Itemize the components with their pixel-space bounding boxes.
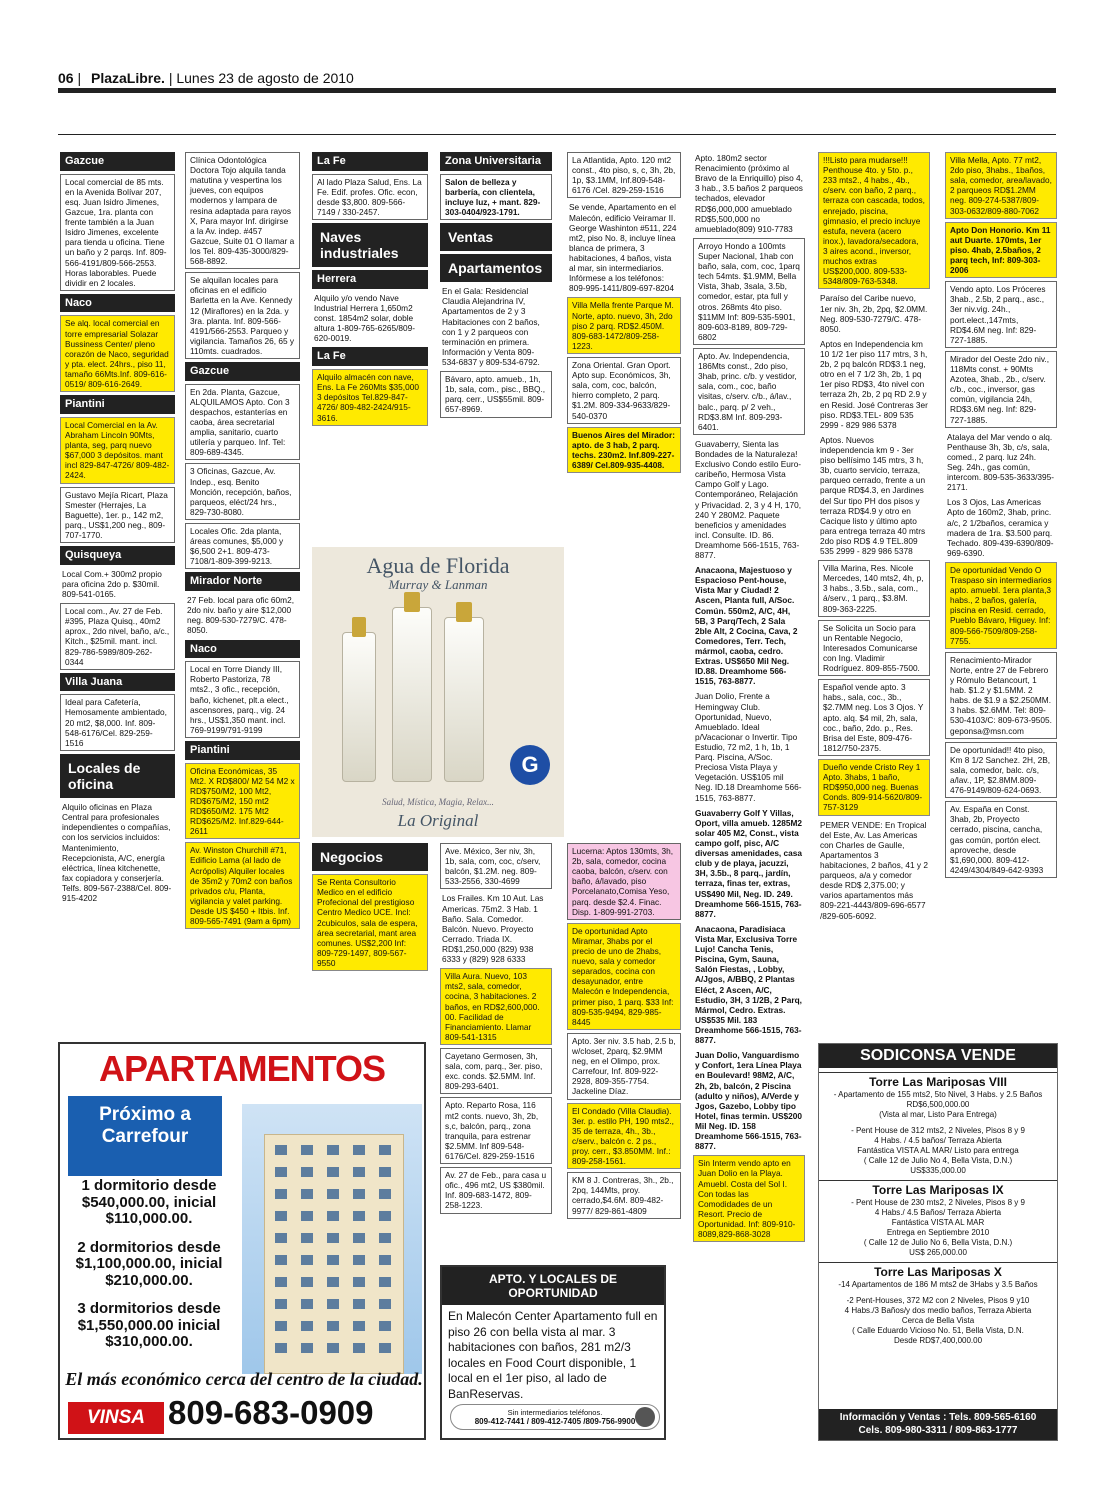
header-separator: |: [168, 70, 177, 86]
listing-line: -14 Apartamentos de 186 M mts2 de 3Habs y 3.5 Baños: [838, 1280, 1038, 1289]
section-heading: Ventas: [440, 223, 552, 251]
building-window: [275, 1299, 287, 1309]
footer-line: Cels. 809-980-3311 / 809-863-1777: [858, 1424, 1018, 1436]
classified-ad: Clínica Odontológica Doctora Tojo alquila tanda matutina y vespertina los jueves, con equipos modernos y lampara de resina adaptada para rayos X, Para mayor Inf. dirigirse a la Av. indep. #457 Gazcue, Suite 01 O llamar a los Tel. 809-435-3000/829-568-8892.: [185, 152, 300, 269]
classified-ad: Apto. 3er niv. 3.5 hab, 2.5 b, w/closet, 2parq, $2.9MM neg, en el Olimpo, prox. Carrefour, Inf. 809-922-2928, 809-355-7754. Jackeline Díaz.: [567, 1033, 681, 1100]
listing-line: Fantástica VISTA AL MAR: [891, 1218, 985, 1227]
classified-ad: Oficina Económicas, 35 Mt2. X RD$800/ M2 54 M2 x RD$750/M2, 100 Mt2, RD$675/M2, 150 mt2 RD$650/M2. 175 Mt2 RD$625/M2. Inf.829-644-2611: [185, 763, 300, 840]
perfume-brand: Agua de Florida: [366, 553, 510, 578]
classified-ad: 27 Feb. local para ofic 60m2, 2do niv. baño y aire $12,000 neg. 809-530-7279/C. 478-8050.: [187, 595, 294, 636]
header-rule: [58, 88, 1056, 93]
brand-logo-icon: G: [510, 745, 550, 785]
building-window: [301, 1211, 313, 1221]
classified-ad: Dueño vende Cristo Rey 1 Apto. 3habs, 1 baño, RD$950,000 neg. Buenas Conds. 809-914-5620/809-757-3129: [818, 759, 930, 816]
section-heading: La Fe: [312, 347, 428, 366]
classified-ad: Buenos Aires del Mirador: apto. de 3 hab, 2 parq. techs. 230m2. Inf.809-227-6389/ Cel.809-935-4408.: [567, 427, 681, 473]
column-5: [567, 152, 681, 476]
listing-line: US$335,000.00: [910, 1166, 966, 1175]
ad-slogan: El más económico cerca del centro de la ciudad.: [65, 1369, 423, 1389]
perfume-slogan: La Original: [397, 811, 479, 830]
page-number: 06: [58, 70, 74, 86]
building-window: [379, 1189, 391, 1199]
classified-ad: Se alq. local comercial en torre empresarial Solazar Bussiness Center/ pleno corazón de Naco, seguridad y pta. elect. 24hrs., piso 11, tamaño 66Mts.Inf. 809-616-0519/ 809-616-2649.: [60, 315, 175, 392]
building-window: [379, 1255, 391, 1265]
column-7: [818, 152, 930, 925]
classified-ad: Av. España en Const. 3hab, 2b, Proyecto cerrado, piscina, cancha, gas común, portón elect. aproveche, desde $1,690,000. 809-412-4249/4304/849-642-9393: [945, 801, 1057, 878]
section-heading: Negocios: [312, 843, 428, 871]
classified-ad: Se vende, Apartamento en el Malecón, edificio Veiramar II. George Washinton #511, 224 mt2, piso No. 8, incluye línea blanca de primera, 3 habitaciones, 4 baños, vista al mar, sin intermediarios. Infórmese a los teléfonos: 809-995-1411/809-697-8204: [569, 202, 677, 294]
building-photo: [242, 1104, 422, 1374]
classified-ad: Alquilo oficinas en Plaza Central para profesionales independientes o compañías, con los servicios incluidos: Mantenimiento, Recepcionista, A/C, energía eléctrica, línea kitchenette, fax copiadora y conserjería. Telfs. 809-567-2388/Cel. 809-915-4202: [62, 802, 172, 904]
building-window: [379, 1321, 391, 1331]
classified-ad: Villa Aura. Nuevo, 103 mts2, sala, comedor, cocina, 3 habitaciones. 2 baños, en RD$2,600,000. 00. Facilidad de Financiamiento. Llamar 809-541-1315: [440, 968, 552, 1045]
listing-line: 4 Habs. / 4.5 baños/ Terraza Abierta: [874, 1136, 1002, 1145]
listing-line: - Pent House de 312 mts2, 2 Niveles, Pisos 8 y 9: [851, 1126, 1025, 1135]
building-window: [327, 1233, 339, 1243]
section-heading: Naco: [185, 640, 300, 659]
building-window: [353, 1233, 365, 1243]
ad-body: En Malecón Center Apartamento full en piso 26 con bella vista al mar. 3 habitaciones con baños, 281 m2/3 locales en Food Court disponible, 1 local en el 1er piso, al lado de BanReservas.: [448, 1309, 658, 1401]
building-window: [327, 1189, 339, 1199]
building-window: [301, 1321, 313, 1331]
ad-title: APTO. Y LOCALES DE OPORTUNIDAD: [442, 1267, 664, 1305]
classified-ad: Alquilo y/o vendo Nave Industrial Herrera 1,650m2 const. 1854m2 solar, doble altura 1-809-765-6265/809-620-0019.: [314, 292, 416, 344]
building-window: [327, 1255, 339, 1265]
building-window: [379, 1343, 391, 1353]
section-heading: Piantini: [60, 395, 175, 414]
classified-ad: Lucerna: Aptos 130mts, 3h, 2b, sala, comedor, cocina caoba, balcón, c/serv. con baño, á/lavado, piso Porcelanato,Comisa Yeso, parq. desde $2.4. Finac. Disp. 1-809-991-2703.: [567, 843, 681, 920]
opportunity-ad: [440, 1265, 666, 1440]
listing-line: -2 Pent-Houses, 372 M2 con 2 Niveles, Pisos 9 y10: [846, 1296, 1030, 1305]
building-window: [301, 1343, 313, 1353]
perfume-tagline: Salud, Mística, Magia, Relax...: [382, 797, 494, 807]
classified-ad: Villa Mella, Apto. 77 mt2, 2do piso, 3habs., 1baños, sala, comedor, area/lavado, 2 parqueos RD$1.2MM neg. 809-274-5387/809-303-0632/809-880-7062: [945, 152, 1057, 219]
classified-ad: PEMER VENDE: En Tropical del Este, Av. Las Americas con Charles de Gaulle, Apartamentos 3 habitaciones, 2 baños, 41 y 2 parqueos, a/a y comedor desde RD$ 2,375.00; y varios apartamentos más 809-221-4443/809-696-6577 /829-605-6092.: [820, 819, 928, 921]
classified-ad: Mirador del Oeste 2do niv., 118Mts const. + 90Mts Azotea, 3hab., 2b., c/serv. c/b., coc., inversor, gas común, vigilancia 24h, RD$3.6M neg. Inf: 829-727-1885.: [945, 351, 1057, 428]
tower-title: Torre Las Mariposas IX: [819, 1180, 1057, 1198]
location-banner: Próximo a Carrefour: [68, 1096, 222, 1176]
column-1: [60, 152, 175, 907]
header-separator: |: [77, 70, 85, 86]
classified-ad: Local Com.+ 300m2 propio para oficina 2do p. $30mil. 809-541-0165.: [62, 568, 162, 599]
classified-ad: Apto. Reparto Rosa, 116 mt2 conts. nuevo, 3h, 2b, s,c, balcón, parq., zona tranquila, para estrenar $2.5MM. Inf 809-548-6176/Cel. 829-259-1516: [440, 1097, 552, 1164]
listing-line: RD$6,500,000.00: [906, 1100, 970, 1109]
building-window: [353, 1277, 365, 1287]
price-list: [64, 1178, 234, 1363]
listing-line: - Pent House de 230 mts2, 2 Niveles, Pisos 8 y 9: [851, 1198, 1025, 1207]
classified-ad: Local comercial de 85 mts. en la Avenida Bolívar 207, esq. Juan Isidro Jimenes, Gazcue, 1ra. planta con frente también a la Juan Isidro Jimenes, excelente para tienda u oficina. Tiene un baño y 2 parqs. Inf. 809-566-4191/809-566-2553. Horas laborables. Puede dividir en 2 locales.: [60, 174, 175, 291]
listing-line: ( Calle 12 de Julio No 4, Bella Vista, D.N.): [863, 1156, 1013, 1165]
section-heading: Apartamentos: [440, 254, 552, 282]
building-window: [327, 1211, 339, 1221]
classified-ad: Juan Dolio, Vanguardismo y Confort, 1era Línea Playa en Boulevard! 98M2, A/C, 2h, 2b, balcón, 2 Piscina (adulto y niños), A/Verde y Jgos, Gazebo, Lobby tipo Hotel, finas termin. US$200 Mil Neg. ID. 158 Dreamhome 566-1515, 763-8877.: [695, 1050, 802, 1152]
header-thin-rule: [58, 134, 1056, 135]
listing-line: Cerca de Bella Vista: [901, 1316, 975, 1325]
classified-ad: Se alquilan locales para oficinas en el edificio Barletta en la Ave. Kennedy 12 (Miraflores) en la 2da. y 3ra. planta. Inf. 809-566-4191/566-2553. Parqueo y vigilancia. Tamaños 26, 65 y 110mts. cuadrados.: [185, 272, 300, 359]
classified-ad: De oportunidad!! 4to piso, Km 8 1/2 Sanchez. 2H, 2B, sala, comedor, balc. c/s, a/lav., 1P, $2.8MM.809-476-9149/809-624-0693.: [945, 742, 1057, 799]
listing-line: US$ 265,000.00: [909, 1248, 967, 1257]
classified-ad: Local com., Av. 27 de Feb. #395, Plaza Quisq., 40m2 aprox., 2do nivel, baño, a/c., Kitch., $25mil. mant. incl. 829-786-5989/809-262-0344: [60, 603, 175, 670]
building-window: [353, 1145, 365, 1155]
building-window: [379, 1167, 391, 1177]
listing-line: ( Calle Eduardo Vicioso No. 51, Bella Vista, D.N.: [852, 1326, 1024, 1335]
listing-line: ( Calle 12 de Julio No 6, Bella Vista, D.N.): [863, 1238, 1013, 1247]
classified-ad: Apto. Av. Independencia, 186Mts const., 2do piso, 3hab, princ. c/b. y vestidor, sala, com., coc, baño visitas, c/serv. c/b., á/lav., balc., parq. p/ 2 veh., RD$3.8M Inf. 809-293-6401.: [693, 348, 805, 435]
classified-ad: Ave. México, 3er niv, 3h, 1b, sala, com, coc, c/serv, balcón, $1.2M. neg. 809-533-2556, 330-4699: [440, 843, 552, 889]
classified-ad: Zona Oriental. Gran Oport. Apto sup. Económicos, 3h, sala, com, coc, balcón, hierro completo, 2 parq. $1.2M. 809-334-9633/829-540-0370: [567, 357, 681, 424]
classified-ad: Guavaberry Golf Y Villas, Oport, villa amueb. 1285M2 solar 405 M2, Const., vista campo golf, pisc, A/C diversas amenidades, casa club y de playa, jacuzzi, 3H, 3.5b., 8 parq., jardín, terraza, finas ter, extras, US$490 Mil, Neg. ID. 249. Dreamhome 566-1515, 763-8877.: [695, 807, 803, 919]
contact-bar: [450, 1404, 660, 1430]
building-window: [275, 1343, 287, 1353]
classified-ad: Anacaona, Majestuoso y Espacioso Pent-house, Vista Mar y Ciudad! 2 Ascen, Planta full, A/Soc. Común. 550m2, A/C, 4H, 5B, 3 Parq/Tech, 2 Sala 2ble Alt, 2 Cocina, Cava, 2 Comedores, Terr. Tech, mármol, caoba, cedro. Extras. US$650 Mil Neg. ID.88. Dreamhome 566-1515, 763-8877.: [695, 565, 798, 687]
column-5-bottom: [567, 843, 681, 1222]
building-window: [301, 1145, 313, 1155]
magnifier-icon: [635, 1407, 655, 1427]
page-header: [58, 70, 1058, 86]
perfume-ad: [312, 547, 564, 837]
building-window: [275, 1321, 287, 1331]
building-window: [379, 1299, 391, 1309]
classified-ad: Sin Interm vendo apto en Juan Dolio en la Playa. Amuebl. Costa del Sol I. Con todas las Comodidades de un Resort. Precio de Oportunidad. Inf: 809-910-8089,829-868-3028: [693, 1155, 805, 1242]
listing-line: Entrega en Septiembre 2010: [886, 1228, 990, 1237]
column-6: [693, 152, 805, 1245]
column-4-bottom: [440, 843, 552, 1217]
classified-ad: Cayetano Germosen, 3h, sala, com, parq., 3er. piso, exc. conds. $2.5MM. Inf. 809-293-6401.: [440, 1048, 552, 1094]
classified-ad: Atalaya del Mar vendo o alq. Penthause 3h, 3b, c/s, sala, comed., 2 parq. luz 24h. Seg. 24h., gas común, intercom. 809-535-3633/395-2171.: [947, 431, 1055, 493]
building-window: [327, 1343, 339, 1353]
building-window: [353, 1343, 365, 1353]
building-window: [275, 1255, 287, 1265]
classified-ad: Villa Marina, Res. Nicole Mercedes, 140 mts2, 4h, p, 3 habs., 3.5b., sala, com., á/serv., 1 parq., $3.8M. 809-363-2225.: [818, 560, 930, 617]
listing-line: - Apartamento de 155 mts2, 5to Nivel, 3 Habs. y 2.5 Baños: [833, 1090, 1043, 1099]
tower-title: Torre Las Mariposas VIII: [819, 1072, 1057, 1090]
footer-line: Información y Ventas : Tels. 809-565-6160: [839, 1412, 1037, 1423]
listing-line: 4 Habs./3 Baños/y dos medio baños, Terraza Abierta: [844, 1306, 1032, 1315]
classified-ad: Locales Ofic. 2da planta, áreas comunes, $5,000 y $6,500 2+1. 809-473-7108/1-809-399-9213.: [185, 523, 300, 569]
column-3-top: [312, 152, 428, 429]
section-heading: La Fe: [312, 152, 428, 171]
section-heading: Zona Universitaria: [440, 152, 552, 171]
building-window: [353, 1321, 365, 1331]
bottle-cap: [456, 602, 472, 622]
building-window: [275, 1145, 287, 1155]
classified-ad: Av. 27 de Feb., para casa u ofic., 496 mt2, US $380mil. Inf. 809-683-1472, 809-258-1223.: [440, 1167, 552, 1213]
phone-number: 809-683-0909: [168, 1394, 374, 1431]
bottle-image: [444, 617, 484, 782]
classified-ad: La Atlantida, Apto. 120 mt2 const., 4to piso, s, c, 3h, 2b, 1p, $3.1MM, Inf.809-548-6176 /Cel. 829-259-1516: [567, 152, 681, 198]
building-window: [327, 1145, 339, 1155]
classified-ad: Local en Torre Diandy III, Roberto Pastoriza, 78 mts2., 3 ofic., recepción, baño, kichenet, plt.a elect., ascensores, parq., vig. 24 hrs., US$1,350 mant. incl. 769-9199/791-9199: [185, 661, 300, 738]
listing-line: (Vista al mar, Listo Para Entrega): [879, 1110, 997, 1119]
section-heading: Mirador Norte: [185, 572, 300, 591]
building-window: [379, 1211, 391, 1221]
classified-ad: Al lado Plaza Salud, Ens. La Fe. Edif. profes. Ofic. econ, desde $3,800. 809-566-7149 / 330-2457.: [312, 174, 428, 220]
classified-ad: !!!Listo para mudarse!!! Penthouse 4to. y 5to. p., 233 mts2., 4 habs., 4b., c/serv. con baño, 2 parq., terraza con cascada, todos, enrejado, piscina, gimnasio, el precio incluye estufa, nevera (acero inox.), lavadora/secadora, 3 aires acond., inversor, muchos extras US$200,000. 809-533-5348/809-763-5348.: [818, 152, 930, 289]
section-heading: Piantini: [185, 741, 300, 760]
building-window: [327, 1321, 339, 1331]
section-heading: Herrera: [312, 270, 428, 289]
building-window: [301, 1299, 313, 1309]
classified-ad: De oportunidad Apto Miramar, 3habs por el precio de uno de 2habs, nuevo, sala y comedor separados, cocina con desayunador, entre Malecón e Independencia, primer piso, 1 parq. $33 Inf: 809-535-9494, 829-985-8445: [567, 923, 681, 1030]
classified-ad: Aptos en Independencia km 10 1/2 1er piso 117 mtrs, 3 h, 2b, 2 pq balcón RD$3.1 neg, otro en el 7 1/2 3h, 2b, 1 pq 1er piso RD$3, 4to nivel con terraza 2h, 2b, 2 pq RD 2.9 y en Resid. José Contreras 3er piso. RD$3.TEL- 809 535 2999 - 829 986 5378: [820, 338, 928, 430]
classified-ad: Apto Don Honorio. Km 11 aut Duarte. 170mts, 1er piso. 4hab, 2.5baños, 2 parq tech, Inf: 809-303-2006: [945, 222, 1057, 279]
building-window: [327, 1277, 339, 1287]
classified-ad: Anacaona, Paradisiaca Vista Mar, Exclusiva Torre Lujo! Cancha Tenis, Piscina, Gym, Sauna, Salón Fiestas, , Lobby, A/Jgos, A/BBQ, 2 Plantas Eléct, 2 Ascen, A/C, Estudio, 3H, 3 1/2B, 2 Parq, Mármol, Cedro. Extras. US$535 Mil. 183 Dreamhome 566-1515, 763-8877.: [695, 923, 802, 1046]
listing-line: Fantástica VISTA AL MAR/ Listo para entrega: [857, 1146, 1019, 1155]
classified-ad: Arroyo Hondo a 100mts Super Nacional, 1hab con baño, sala, com, coc, 1parq tech 54mts. $1.9MM, Bella Vista, 3hab, 3sala, 3.5b, comedor, estar, pta full y otros. 268mts 4to piso. $11MM Inf: 809-535-5901, 809-603-8189, 809-729-6802: [693, 238, 805, 345]
classified-ad: En 2da. Planta, Gazcue, ALQUILAMOS Apto. Con 3 despachos, estanterías en caoba, área secretarial amplia, sanitario, cuarto utilería y parqueo. Inf. Tel: 809-689-4345.: [185, 384, 300, 461]
classified-ad: Apto. 180m2 sector Renacimiento (próximo al Bravo de la Enriquillo) piso 4, 3 hab., 3.5 baños 2 parqueos techados, elevador RD$6,000,000 amueblado RD$5,500,000 no amueblado(809) 910-7783: [695, 153, 803, 234]
classified-ad: KM 8 J. Contreras, 3h., 2b., 2pq, 144Mts, proy. cerrado,$4.6M. 809-482-9977/ 829-861-4809: [567, 1172, 681, 1218]
section-heading: Quisqueya: [60, 546, 175, 565]
classified-ad: Vendo apto. Los Próceres 3hab., 2.5b, 2 parq., asc., 3er niv.vig. 24h., port.elect.,147mts, RD$4.6M neg. Inf: 829-727-1885.: [945, 281, 1057, 348]
classified-ad: Ideal para Cafetería, Hemosamente ambientado, 20 mt2, $8,000. Inf. 809-548-6176/Cel. 829-259-1516: [60, 694, 175, 751]
classified-ad: Av. Winston Churchill #71, Edificio Lama (al lado de Acrópolis) Alquiler locales de 35m2 y 70m2 con baños privados c/u, Planta, vigilancia y valet parking. Desde US $450 + Itbis. Inf. 809-565-7491 (9am a 6pm): [185, 842, 300, 929]
ad-title: APARTAMENTOS: [98, 1048, 385, 1089]
price-item: 1 dormitorio desde $540,000.00, inicial $110,000.00.: [81, 1177, 217, 1227]
bottle-image: [392, 607, 432, 782]
ad-title: SODICONSA VENDE: [819, 1044, 1057, 1068]
classified-ad: En el Gala: Residencial Claudia Alejandrina IV, Apartamentos de 2 y 3 Habitaciones con 2 baños, con 1 y 2 parqueos con terminación en primera. Información y Venta 809-534-6837 y 809-534-6792.: [442, 286, 540, 368]
section-heading: Villa Juana: [60, 673, 175, 692]
building-window: [301, 1189, 313, 1199]
building-window: [301, 1167, 313, 1177]
perfume-maker: Murray & Lanman: [388, 577, 488, 592]
section-heading: Naves industriales: [312, 223, 428, 267]
building-window: [275, 1189, 287, 1199]
building-window: [301, 1233, 313, 1243]
building-window: [301, 1277, 313, 1287]
classified-ad: Renacimiento-Mirador Norte, entre 27 de Febrero y Rómulo Betancourt, 1 hab. $1.2 y $1.5MM. 2 habs. de $1.9 a $2.250MM. 3 habs. $2.6MM. Tel: 809-530-4103/C: 809-673-9505. geponsa@msn.com: [945, 652, 1057, 739]
classified-ad: Gustavo Mejía Ricart, Plaza Smester (Herrajes, La Baguette), 1er. p., 142 m2, parq., US$1,200 neg., 809-707-1770.: [60, 487, 175, 544]
classified-ad: Bávaro, apto. amueb., 1h, 1b, sala, com., pisc., BBQ., parq. cerr., US$55mil. 809-657-8969.: [440, 371, 552, 417]
building-window: [327, 1167, 339, 1177]
building-window: [379, 1233, 391, 1243]
classified-ad: Villa Mella frente Parque M. Norte, apto. nuevo, 3h, 2do piso 2 parq. RD$2.450M. 809-683-1472/809-258-1223.: [567, 297, 681, 354]
issue-date: Lunes 23 de agosto de 2010: [176, 70, 354, 86]
building-window: [275, 1233, 287, 1243]
building-window: [327, 1299, 339, 1309]
bottle-image: [342, 632, 376, 782]
contact-footer: [819, 1409, 1057, 1440]
classified-ad: Juan Dolio, Frente a Hemingway Club. Oportunidad, Nuevo, Amueblado. Ideal p/Vacacionar o Invertir. Tipo Estudio, 72 m2, 1 h, 1b, 1 Parq. Piscina, A/Soc. Preciosa Vista Playa y Vegetación. US$105 mil Neg. ID.18 Dreamhome 566-1515, 763-8877.: [695, 691, 802, 803]
column-4: [440, 152, 552, 421]
building-window: [379, 1145, 391, 1155]
classified-ad: Español vende apto. 3 habs., sala, coc., 3b., $2.7MM neg. Los 3 Ojos. Y apto. alq. $4 mil, 2h, sala, coc., baño, 2do. p., Res. Brisa del Este, 809-476-1812/750-2375.: [818, 679, 930, 756]
column-3-bottom: [312, 843, 428, 974]
classified-ad: Los 3 Ojos, Las Americas Apto de 160m2, 3hab, princ. a/c, 2 1/2baños, ceramica y madera de 1ra. $3.500 parq. Techado. 809-439-6390/809-969-6390.: [947, 497, 1054, 558]
column-2: [185, 152, 300, 932]
building-window: [353, 1167, 365, 1177]
classified-ad: El Condado (Villa Claudia). 3er. p. estilo PH, 190 mts2., 35 de terraza, 4h., 3b., c/serv., balcón c. 2 ps., proy. cerr., $3.850MM. Inf.: 809-258-1561.: [567, 1103, 681, 1170]
classified-ad: Se Renta Consultorio Medico en el edificio Profecional del prestigioso Centro Medico UCE. Incl: 2cubiculos, sala de espera, área secretarial, mant area comunes. US$2,200 Inf: 809-729-1497, 809-567-9550: [312, 874, 428, 971]
section-heading: Gazcue: [185, 362, 300, 381]
sodiconsa-ad: [818, 1043, 1058, 1441]
section-heading: Naco: [60, 294, 175, 313]
section-heading: Locales de oficina: [60, 754, 175, 798]
classified-ad: Paraíso del Caribe nuevo, 1er niv. 3h, 2b, 2pq, $2.0MM. Neg. 809-530-7279/C. 478-8050.: [820, 293, 928, 334]
classified-ad: Salon de belleza y barbería, con clientela, incluye luz, + mant. 829-303-0404/923-1791.: [440, 174, 552, 220]
classified-ad: Alquilo almacén con nave, Ens. La Fe 260Mts $35,000 3 depósitos Tel.829-847-4726/ 809-482-2424/915-3616.: [312, 369, 428, 426]
building-window: [353, 1255, 365, 1265]
vinsa-logo: VINSA: [68, 1402, 164, 1434]
classified-ad: Aptos. Nuevos independencia km 9 - 3er piso bellísimo 145 mtrs, 3 h, 3b, cuarto servicio, terraza, parqueo cerrado, frente a un parque RD$4.3, en Jardines del Sur tipo PH dos pisos y terraza RD$4.9 y otro en Cacique listo y último apto para entrega terraza 40 mtrs 2do piso RD$ 4.9 TEL.809 535 2999 - 829 986 5378: [820, 434, 926, 557]
contact-phones: 809-412-7441 / 809-412-7405 /809-756-9900: [474, 1417, 636, 1426]
building-window: [353, 1211, 365, 1221]
listing-line: Desde RD$7,400,000.00: [893, 1336, 983, 1345]
building-tower: [264, 1134, 404, 1374]
column-8: [945, 152, 1057, 881]
bottle-cap: [352, 617, 366, 637]
classified-ad: Se Solicita un Socio para un Rentable Negocio, Interesados Comunicarse con Ing. Vladimir Rodríguez. 809-855-7500.: [818, 620, 930, 677]
price-item: 3 dormitorios desde $1,550,000.00 inicial $310,000.00.: [77, 1300, 221, 1350]
brand-name: PlazaLibre.: [91, 70, 165, 86]
classified-ad: De oportunidad Vendo O Traspaso sin intermediarios apto. amuebl. 1era planta,3 habs., 2 baños, galería, piscina en Resid. cerrado, Pueblo Bávaro, Higuey. Inf: 809-566-7509/809-258-7755.: [945, 562, 1057, 649]
classified-ad: Local Comercial en la Av. Abraham Lincoln 90Mts, planta, seg, parq nuevo $67,000 3 depósitos. mant incl 829-847-4726/ 809-482-2424.: [60, 417, 175, 484]
classified-ad: Los Frailes. Km 10 Aut. Las Americas. 75m2. 3 Hab. 1 Baño. Sala. Comedor. Balcón. Nuevo. Proyecto Cerrado. Triada IX. RD$1,250,000 (829) 938 6333 y (829) 928 6333: [442, 893, 544, 965]
price-item: 2 dormitorios desde $1,100,000.00, inicial $210,000.00.: [75, 1238, 223, 1289]
building-window: [275, 1211, 287, 1221]
building-window: [353, 1189, 365, 1199]
apartments-ad: [58, 1042, 426, 1440]
listing-line: 4 Habs./ 4.5 Baños/ Terraza Abierta: [874, 1208, 1002, 1217]
section-heading: Gazcue: [60, 152, 175, 171]
building-window: [275, 1277, 287, 1287]
building-window: [379, 1277, 391, 1287]
tower-title: Torre Las Mariposas X: [819, 1262, 1057, 1280]
building-window: [275, 1167, 287, 1177]
classified-ad: Guavaberry, Sienta las Bondades de la Naturaleza! Exclusivo Condo estilo Euro-caribeño, Hermosa Vista Campo Golf y Lago. Contemporáneo, Relajación y Privacidad. 2, 3 y 4 H, 170, 240 Y 280M2. Paquete beneficios y amenidades incl. Consulte. ID. 86. Dreamhome 566-1515, 763-8877.: [695, 438, 802, 561]
contact-label: Sin intermediarios teléfonos.: [507, 1408, 603, 1417]
building-window: [353, 1299, 365, 1309]
building-window: [301, 1255, 313, 1265]
bottle-cap: [404, 592, 420, 612]
classified-ad: 3 Oficinas, Gazcue, Av. Indep., esq. Benito Monción, recepción, baños, parqueos, eléct/24 hrs., 829-730-8080.: [185, 463, 300, 520]
